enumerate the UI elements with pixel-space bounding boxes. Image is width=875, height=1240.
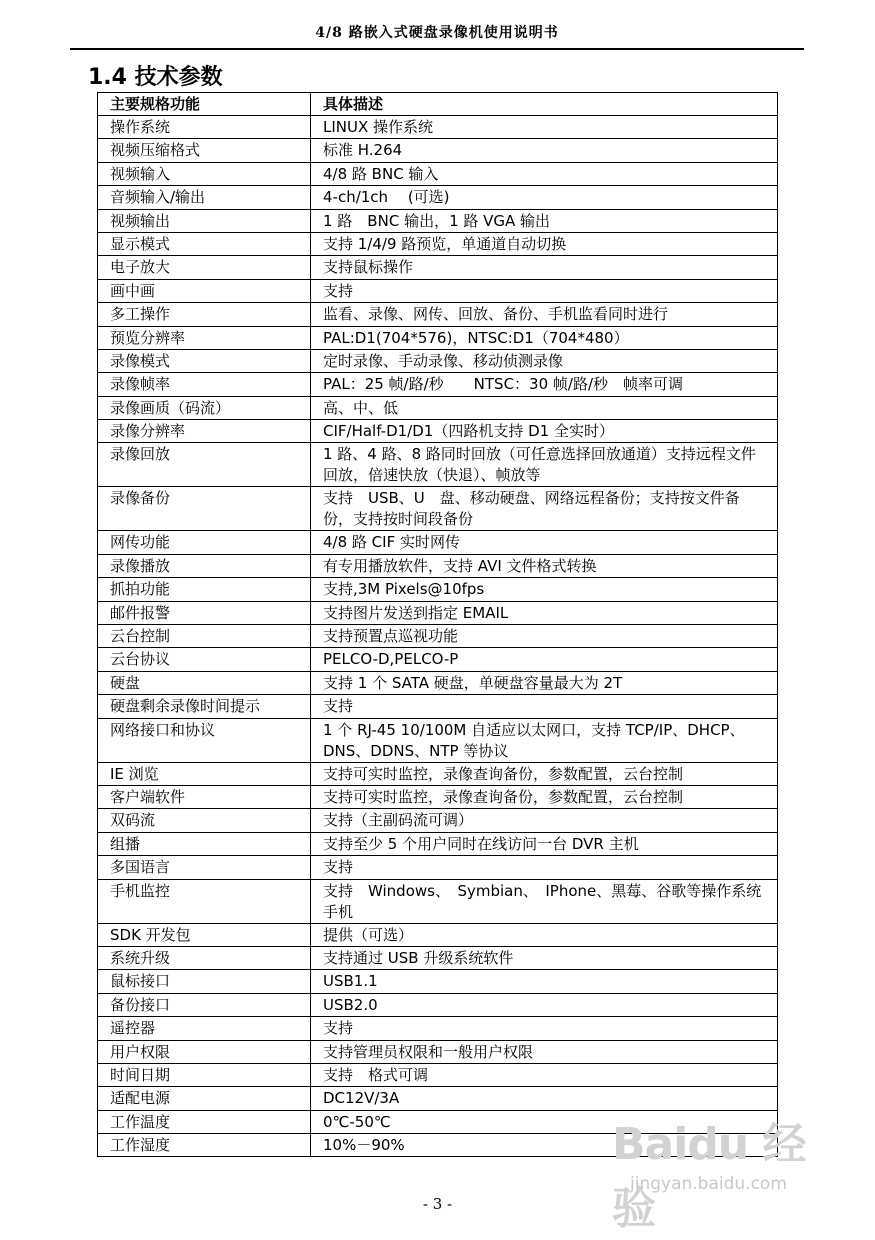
spec-description-cell: 4/8 路 CIF 实时网传 (311, 531, 778, 554)
spec-description-cell: 支持 (311, 1017, 778, 1040)
spec-description-cell: 有专用播放软件，支持 AVI 文件格式转换 (311, 554, 778, 577)
spec-description-cell: PAL：25 帧/路/秒 NTSC：30 帧/路/秒 帧率可调 (311, 373, 778, 396)
spec-description-cell: USB2.0 (311, 993, 778, 1016)
spec-description-cell: 1 路 BNC 输出，1 路 VGA 输出 (311, 209, 778, 232)
spec-description-cell: PAL:D1(704*576)，NTSC:D1（704*480） (311, 326, 778, 349)
table-row (98, 601, 778, 624)
table-row (98, 578, 778, 601)
spec-feature-cell: 电子放大 (98, 256, 311, 279)
spec-description-cell: 支持（主副码流可调） (311, 809, 778, 832)
spec-feature-cell: 适配电源 (98, 1087, 311, 1110)
spec-description-cell: 支持可实时监控，录像查询备份，参数配置，云台控制 (311, 762, 778, 785)
table-row (98, 326, 778, 349)
spec-feature-cell: 录像模式 (98, 349, 311, 372)
spec-feature-cell: SDK 开发包 (98, 923, 311, 946)
spec-description-cell: 支持 1/4/9 路预览，单通道自动切换 (311, 232, 778, 255)
spec-description-cell: 支持 (311, 279, 778, 302)
spec-feature-cell: 硬盘剩余录像时间提示 (98, 695, 311, 718)
spec-feature-cell: 双码流 (98, 809, 311, 832)
table-row (98, 1063, 778, 1086)
spec-feature-cell: 预览分辨率 (98, 326, 311, 349)
spec-feature-cell: 客户端软件 (98, 785, 311, 808)
table-row (98, 970, 778, 993)
spec-feature-cell: 画中画 (98, 279, 311, 302)
spec-description-cell: 支持 USB、U 盘、移动硬盘、网络远程备份；支持按文件备份，支持按时间段备份 (311, 487, 778, 531)
table-row (98, 946, 778, 969)
spec-table-body (98, 116, 778, 1157)
spec-description-cell: 定时录像、手动录像、移动侦测录像 (311, 349, 778, 372)
table-row (98, 186, 778, 209)
spec-description-cell: DC12V/3A (311, 1087, 778, 1110)
table-row (98, 625, 778, 648)
spec-feature-cell: 手机监控 (98, 879, 311, 923)
spec-feature-cell: 备份接口 (98, 993, 311, 1016)
spec-feature-cell: 工作湿度 (98, 1134, 311, 1157)
spec-feature-cell: 系统升级 (98, 946, 311, 969)
spec-feature-cell: 录像画质（码流） (98, 396, 311, 419)
spec-feature-cell: 邮件报警 (98, 601, 311, 624)
table-row (98, 232, 778, 255)
spec-feature-cell: 网络接口和协议 (98, 718, 311, 762)
spec-description-cell: 标准 H.264 (311, 139, 778, 162)
spec-feature-cell: 多工操作 (98, 303, 311, 326)
spec-feature-cell: 录像帧率 (98, 373, 311, 396)
spec-description-cell: 支持管理员权限和一般用户权限 (311, 1040, 778, 1063)
spec-description-cell: PELCO-D,PELCO-P (311, 648, 778, 671)
table-row (98, 879, 778, 923)
spec-feature-cell: 视频压缩格式 (98, 139, 311, 162)
spec-feature-cell: 音频输入/输出 (98, 186, 311, 209)
spec-description-cell: LINUX 操作系统 (311, 116, 778, 139)
spec-feature-cell: 多国语言 (98, 856, 311, 879)
spec-feature-cell: 遥控器 (98, 1017, 311, 1040)
table-row (98, 420, 778, 443)
table-row (98, 162, 778, 185)
page-number: - 3 - (422, 1195, 453, 1213)
table-row (98, 993, 778, 1016)
document-header-title: 4/8 路嵌入式硬盘录像机使用说明书 (315, 25, 559, 41)
table-header-row (98, 93, 778, 116)
spec-description-cell: 支持 Windows、 Symbian、 IPhone、黑莓、谷歌等操作系统手机 (311, 879, 778, 923)
table-row (98, 396, 778, 419)
spec-description-cell: 支持 格式可调 (311, 1063, 778, 1086)
table-row (98, 443, 778, 487)
spec-description-cell: 支持通过 USB 升级系统软件 (311, 946, 778, 969)
table-row (98, 762, 778, 785)
spec-feature-cell: 录像分辨率 (98, 420, 311, 443)
spec-description-cell: 支持,3M Pixels@10fps (311, 578, 778, 601)
spec-feature-cell: 抓拍功能 (98, 578, 311, 601)
spec-description-cell: 1 个 RJ-45 10/100M 自适应以太网口，支持 TCP/IP、DHCP、DNS、DDNS、NTP 等协议 (311, 718, 778, 762)
table-row (98, 923, 778, 946)
spec-description-cell: 10%－90% (311, 1134, 778, 1157)
table-row (98, 209, 778, 232)
baidu-jingyan-watermark (612, 1108, 822, 1234)
spec-description-cell: 1 路、4 路、8 路同时回放（可任意选择回放通道）支持远程文件回放，倍速快放（快退）、帧放等 (311, 443, 778, 487)
spec-feature-cell: 显示模式 (98, 232, 311, 255)
spec-feature-cell: IE 浏览 (98, 762, 311, 785)
spec-description-cell: 4/8 路 BNC 输入 (311, 162, 778, 185)
spec-feature-cell: 云台协议 (98, 648, 311, 671)
spec-feature-cell: 硬盘 (98, 671, 311, 694)
watermark-logo: Baidu 经验 (612, 1119, 806, 1234)
table-row (98, 1017, 778, 1040)
table-row (98, 554, 778, 577)
spec-description-cell: 支持鼠标操作 (311, 256, 778, 279)
table-row (98, 1040, 778, 1063)
spec-feature-cell: 网传功能 (98, 531, 311, 554)
table-row (98, 487, 778, 531)
spec-description-cell: 支持可实时监控，录像查询备份，参数配置，云台控制 (311, 785, 778, 808)
spec-description-cell: 支持 1 个 SATA 硬盘，单硬盘容量最大为 2T (311, 671, 778, 694)
spec-feature-cell: 录像回放 (98, 443, 311, 487)
section-title: 1.4 技术参数 (88, 65, 223, 90)
spec-description-cell: 提供（可选） (311, 923, 778, 946)
spec-feature-cell: 视频输出 (98, 209, 311, 232)
table-row (98, 279, 778, 302)
spec-feature-cell: 录像备份 (98, 487, 311, 531)
spec-feature-cell: 组播 (98, 832, 311, 855)
spec-feature-cell: 鼠标接口 (98, 970, 311, 993)
spec-description-cell: 4-ch/1ch (可选) (311, 186, 778, 209)
table-row (98, 856, 778, 879)
table-row (98, 648, 778, 671)
spec-feature-cell: 视频输入 (98, 162, 311, 185)
spec-description-cell: 监看、录像、网传、回放、备份、手机监看同时进行 (311, 303, 778, 326)
spec-feature-cell: 时间日期 (98, 1063, 311, 1086)
spec-description-cell: 支持预置点巡视功能 (311, 625, 778, 648)
table-row (98, 116, 778, 139)
table-row (98, 809, 778, 832)
table-row (98, 671, 778, 694)
table-row (98, 531, 778, 554)
table-row (98, 349, 778, 372)
spec-table (97, 92, 778, 1157)
spec-description-cell: 支持 (311, 695, 778, 718)
table-row (98, 832, 778, 855)
spec-description-cell: USB1.1 (311, 970, 778, 993)
watermark-url: jingyan.baidu.com (630, 1174, 787, 1194)
table-row (98, 785, 778, 808)
spec-description-cell: 支持 (311, 856, 778, 879)
spec-feature-cell: 云台控制 (98, 625, 311, 648)
table-row (98, 695, 778, 718)
table-row (98, 303, 778, 326)
spec-description-cell: CIF/Half-D1/D1（四路机支持 D1 全实时） (311, 420, 778, 443)
table-row (98, 139, 778, 162)
table-row (98, 256, 778, 279)
spec-feature-cell: 操作系统 (98, 116, 311, 139)
column-header-description: 具体描述 (311, 93, 778, 116)
spec-description-cell: 支持至少 5 个用户同时在线访问一台 DVR 主机 (311, 832, 778, 855)
table-row (98, 718, 778, 762)
spec-description-cell: 0℃-50℃ (311, 1110, 778, 1133)
table-row (98, 1087, 778, 1110)
spec-feature-cell: 工作温度 (98, 1110, 311, 1133)
spec-feature-cell: 用户权限 (98, 1040, 311, 1063)
spec-description-cell: 支持图片发送到指定 EMAIL (311, 601, 778, 624)
header-rule (70, 48, 804, 50)
spec-description-cell: 高、中、低 (311, 396, 778, 419)
column-header-feature: 主要规格功能 (98, 93, 311, 116)
spec-feature-cell: 录像播放 (98, 554, 311, 577)
table-row (98, 373, 778, 396)
